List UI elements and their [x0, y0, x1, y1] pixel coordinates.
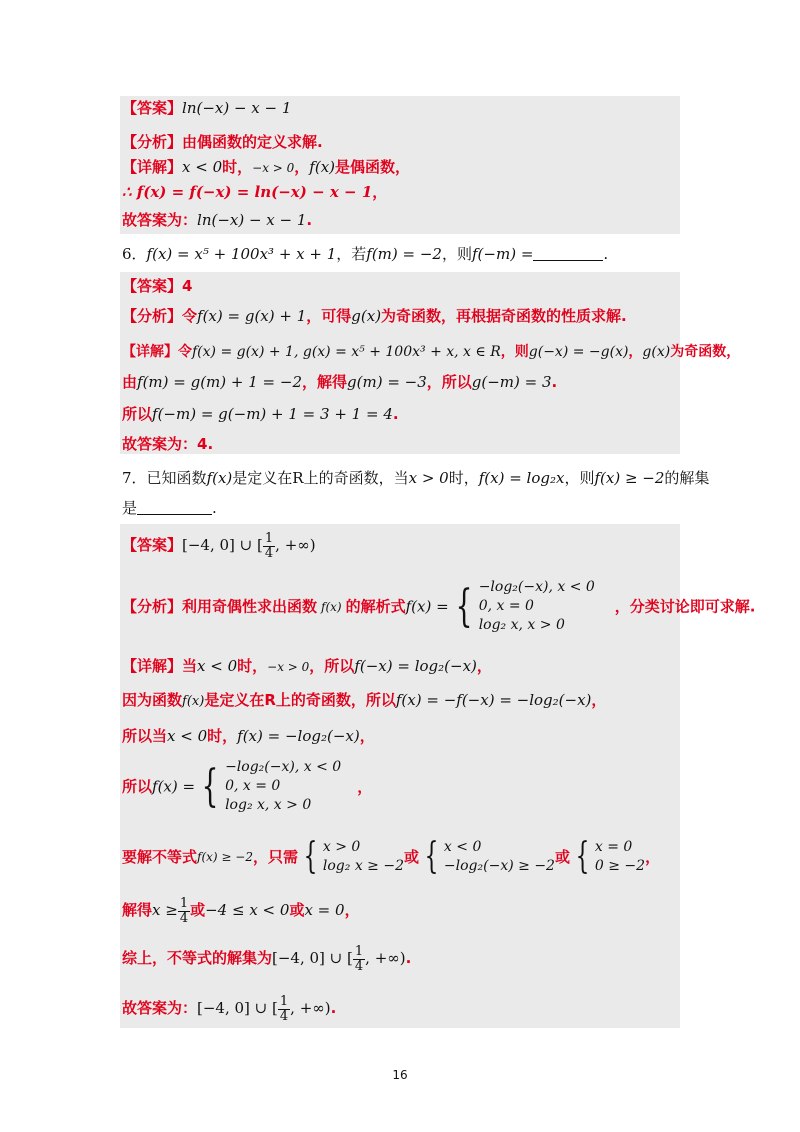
answer-line-5: 【答案】ln(−x) − x − 1 [122, 99, 292, 117]
analysis-line-6: 【分析】令f(x) = g(x) + 1，可得g(x)为奇函数，再根据奇函数的性质求解. [122, 307, 627, 325]
detail-line-6b: 由f(m) = g(m) + 1 = −2，解得g(m) = −3，所以g(−m) = 3. [122, 373, 558, 391]
analysis-line-7: 【分析】利用奇偶性求出函数 f(x) 的解析式f(x) = { −log₂(−x), x < 0 0, x = 0 log₂ x, x > 0 ，分类讨论即可求解. [122, 579, 756, 633]
detail-line-7a: 【详解】当x < 0时，−x > 0，所以f(−x) = log₂(−x)， [122, 657, 492, 675]
left-brace: { [303, 836, 318, 877]
detail-line-7f: 解得x ≥ $\frac{1}{4}$ 或−4 ≤ x < 0或x = 0， [122, 895, 360, 926]
detail-line-7g: 综上，不等式的解集为[−4, 0] ∪ [ $\frac{1}{4}$ , +∞). [122, 943, 412, 974]
final-answer-7: 故答案为：[−4, 0] ∪ [ $\frac{1}{4}$ , +∞). [122, 993, 337, 1024]
analysis-line-5: 【分析】由偶函数的定义求解. [122, 133, 323, 151]
final-answer-5: 故答案为：ln(−x) − x − 1. [122, 211, 313, 229]
answer-blank [137, 500, 212, 515]
answer-blank [533, 246, 603, 261]
page-number: 16 [392, 1068, 408, 1082]
answer-line-7: 【答案】[−4, 0] ∪ [ $\frac{1}{4}$ , +∞) [122, 530, 316, 561]
left-brace: { [575, 836, 590, 877]
detail-line-6c: 所以f(−m) = g(−m) + 1 = 3 + 1 = 4. [122, 405, 399, 423]
answer-line-6: 【答案】4 [122, 277, 193, 295]
solution-box-6 [120, 272, 680, 454]
question-7-line2: 是 . [122, 499, 217, 517]
detail-line-7e: 要解不等式f(x) ≥ −2，只需 { x > 0 log₂ x ≥ −2 或 { x < 0 −log₂(−x) ≥ −2 或 { x = 0 0 ≥ −2 ， [122, 836, 661, 877]
detail-line-5: 【详解】x < 0时，−x > 0，f(x)是偶函数， [122, 158, 411, 176]
question-7: 7．已知函数f(x)是定义在R上的奇函数，当x > 0时，f(x) = log₂x，则f(x) ≥ −2的解集 [122, 469, 710, 487]
detail-line-5b: ∴ f(x) = f(−x) = ln(−x) − x − 1， [122, 183, 388, 201]
detail-line-7d: 所以f(x) = { −log₂(−x), x < 0 0, x = 0 log₂ x, x > 0 ， [122, 759, 373, 813]
left-brace: { [201, 760, 219, 812]
detail-line-7c: 所以当x < 0时，f(x) = −log₂(−x)， [122, 727, 375, 745]
detail-line-7b: 因为函数f(x)是定义在R上的奇函数，所以f(x) = −f(−x) = −log₂(−x)， [122, 691, 607, 709]
left-brace: { [455, 580, 473, 632]
question-6: 6．f(x) = x⁵ + 100x³ + x + 1，若f(m) = −2，则f(−m) = . [122, 245, 609, 263]
left-brace: { [424, 836, 439, 877]
detail-line-6: 【详解】令f(x) = g(x) + 1, g(x) = x⁵ + 100x³ + x, x ∈ R，则g(−x) = −g(x)，g(x)为奇函数， [122, 344, 741, 360]
final-answer-6: 故答案为：4. [122, 435, 214, 453]
